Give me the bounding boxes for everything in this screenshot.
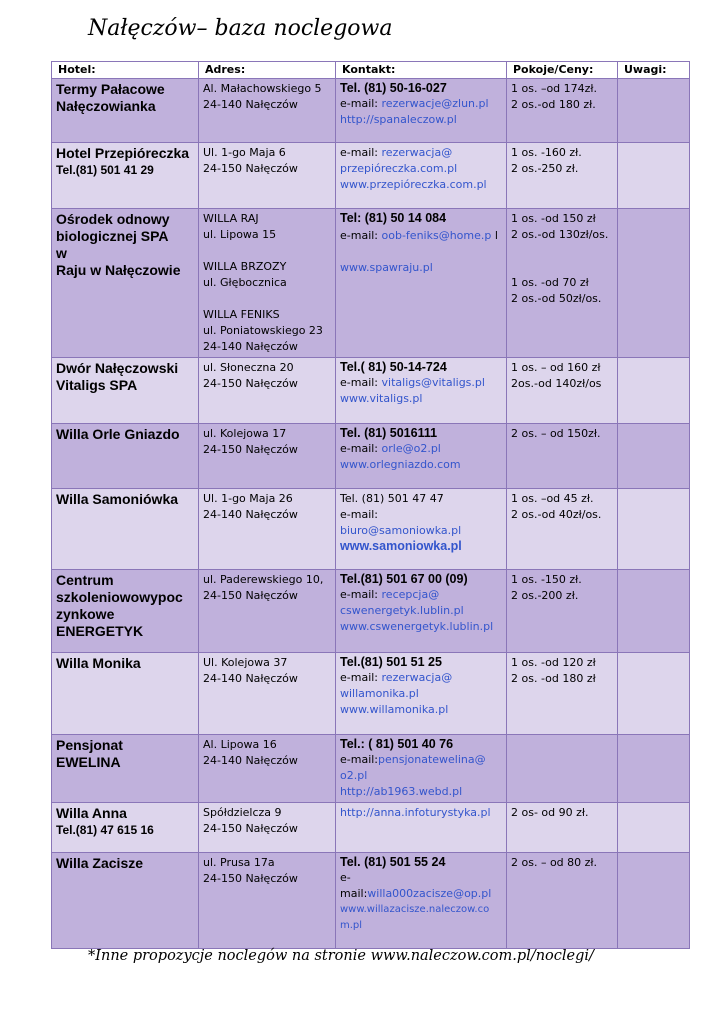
address-cell — [199, 424, 336, 489]
email-label: e-mail: — [340, 671, 382, 684]
address-line: WILLA FENIKS — [203, 308, 280, 321]
email-label: e-mail: — [340, 376, 382, 389]
hotel-name: Vitaligs SPA — [56, 377, 138, 393]
price-line: 1 os. -160 zł. — [511, 146, 582, 159]
notes-cell — [618, 489, 690, 570]
hotel-name: Willa Samoniówka — [56, 491, 179, 507]
notes-cell — [618, 570, 690, 653]
phone: Tel. (81) 501 55 24 — [340, 855, 446, 869]
prices-cell — [507, 489, 618, 570]
address-line: 24-150 Nałęczów — [203, 443, 298, 456]
contact-cell — [336, 79, 507, 143]
price-line: 2 os.-od 130zł/os. — [511, 228, 609, 241]
price-line: 2 os.-od 50zł/os. — [511, 292, 602, 305]
address-line: 24-150 Nałęczów — [203, 589, 298, 602]
phone: Tel. (81) 5016111 — [340, 426, 438, 440]
phone: Tel.(81) 501 51 25 — [340, 655, 442, 669]
hotel-cell — [52, 79, 199, 143]
address-cell — [199, 79, 336, 143]
notes-cell — [618, 424, 690, 489]
hotel-name: Pensjonat — [56, 737, 123, 753]
email-link[interactable]: rezerwacje@zlun.pl — [381, 97, 489, 110]
contact-cell — [336, 424, 507, 489]
email-link[interactable]: rezerwacja@ — [381, 671, 453, 684]
address-line: ul. Paderewskiego 10, — [203, 573, 324, 586]
hotel-cell — [52, 489, 199, 570]
email-label: e-mail: — [340, 588, 382, 601]
table-row — [52, 570, 690, 653]
address-line: 24-150 Nałęczów — [203, 822, 298, 835]
notes-cell — [618, 79, 690, 143]
email-label: e-mail: — [340, 97, 382, 110]
table-row — [52, 143, 690, 209]
email-label: e- — [340, 871, 351, 884]
address-cell — [199, 803, 336, 853]
hotel-cell — [52, 424, 199, 489]
email-link-continued[interactable]: willamonika.pl — [340, 687, 419, 700]
email-label: e-mail: — [340, 229, 382, 242]
hotel-name: Willa Orle Gniazdo — [56, 426, 180, 442]
website-link[interactable]: www.samoniowka.pl — [340, 539, 462, 553]
email-link-continued[interactable]: przepióreczka.com.pl — [340, 162, 458, 175]
email-label: mail: — [340, 887, 368, 900]
notes-cell — [618, 853, 690, 949]
address-line: 24-140 Nałęczów — [203, 340, 298, 353]
hotel-name: Centrum — [56, 572, 114, 588]
email-link[interactable]: vitaligs@vitaligs.pl — [381, 376, 485, 389]
notes-cell — [618, 358, 690, 424]
price-line: 2 os.-od 180 zł. — [511, 98, 596, 111]
email-label: e-mail: — [340, 753, 379, 766]
website-link[interactable]: www.spawraju.pl — [340, 261, 433, 274]
price-line: 2os.-od 140zł/os — [511, 377, 602, 390]
website-link[interactable]: www.cswenergetyk.lublin.pl — [340, 620, 494, 633]
hotel-cell — [52, 853, 199, 949]
hotel-name: Hotel Przepióreczka — [56, 145, 190, 161]
price-line: 2 os.-200 zł. — [511, 589, 579, 602]
website-link[interactable]: http://ab1963.webd.pl — [340, 785, 463, 798]
hotel-name: zynkowe — [56, 606, 115, 622]
price-line: 1 os. –od 174zł. — [511, 82, 598, 95]
table-row — [52, 853, 690, 949]
address-cell — [199, 653, 336, 735]
header-rooms-prices: Pokoje/Ceny: — [507, 62, 618, 79]
price-line: 1 os. -od 120 zł — [511, 656, 596, 669]
email-link-continued[interactable]: cswenergetyk.lublin.pl — [340, 604, 464, 617]
address-cell — [199, 570, 336, 653]
address-line: 24-140 Nałęczów — [203, 98, 298, 111]
website-link[interactable]: www.orlegniazdo.com — [340, 458, 461, 471]
prices-cell — [507, 143, 618, 209]
contact-cell — [336, 209, 507, 358]
hotel-phone: Tel.(81) 47 615 16 — [56, 823, 154, 837]
email-link[interactable]: recepcja@ — [381, 588, 440, 601]
website-link[interactable]: http://spanaleczow.pl — [340, 113, 457, 126]
hotel-cell — [52, 570, 199, 653]
table-row — [52, 358, 690, 424]
price-line: 1 os. – od 160 zł — [511, 361, 601, 374]
hotel-name: w — [56, 245, 67, 261]
table-row — [52, 424, 690, 489]
hotel-name: Ośrodek odnowy — [56, 211, 170, 227]
address-line: 24-140 Nałęczów — [203, 508, 298, 521]
hotel-phone: Tel.(81) 501 41 29 — [56, 163, 154, 177]
hotel-name: EWELINA — [56, 754, 121, 770]
price-line: 1 os. -od 70 zł — [511, 276, 589, 289]
address-line: WILLA BRZOZY — [203, 260, 287, 273]
price-line: 1 os. -150 zł. — [511, 573, 582, 586]
table-row — [52, 79, 690, 143]
address-line: WILLA RAJ — [203, 212, 259, 225]
hotel-name: Dwór Nałęczowski — [56, 360, 179, 376]
address-cell — [199, 143, 336, 209]
address-line: Ul. Kolejowa 37 — [203, 656, 288, 669]
page-title: Nałęczów– baza noclegowa — [88, 16, 393, 41]
website-link[interactable]: http://anna.infoturystyka.pl — [340, 806, 491, 819]
website-link[interactable]: www.willamonika.pl — [340, 703, 449, 716]
hotel-cell — [52, 653, 199, 735]
hotel-name: ENERGETYK — [56, 623, 144, 639]
prices-cell — [507, 735, 618, 803]
address-line: Al. Małachowskiego 5 — [203, 82, 322, 95]
prices-cell — [507, 803, 618, 853]
price-line: 2 os. -od 180 zł — [511, 672, 596, 685]
address-line: Al. Lipowa 16 — [203, 738, 277, 751]
hotel-name: Termy Pałacowe Nałęczowianka — [56, 81, 165, 114]
email-label: e-mail: — [340, 146, 382, 159]
address-cell — [199, 489, 336, 570]
prices-cell — [507, 358, 618, 424]
header-hotel: Hotel: — [52, 62, 199, 79]
phone: Tel. (81) 501 47 47 — [340, 492, 444, 505]
prices-cell — [507, 853, 618, 949]
hotel-name: Willa Monika — [56, 655, 141, 671]
prices-cell — [507, 209, 618, 358]
hotel-cell — [52, 803, 199, 853]
table-row — [52, 735, 690, 803]
contact-cell — [336, 570, 507, 653]
hotel-name: Willa Anna — [56, 805, 127, 821]
phone: Tel.: ( 81) 501 40 76 — [340, 737, 454, 751]
email-link[interactable]: biuro@samoniowka.pl — [340, 524, 462, 537]
phone: Tel. (81) 50-16-027 — [340, 81, 447, 95]
table-header-row — [52, 62, 690, 79]
contact-cell — [336, 489, 507, 570]
hotel-cell — [52, 735, 199, 803]
email-link-continued[interactable]: o2.pl — [340, 769, 368, 782]
website-link-continued[interactable]: m.pl — [340, 920, 363, 931]
address-cell — [199, 853, 336, 949]
address-line: 24-150 Nałęczów — [203, 872, 298, 885]
contact-cell — [336, 653, 507, 735]
notes-cell — [618, 803, 690, 853]
address-line: 24-150 Nałęczów — [203, 162, 298, 175]
email-tail: l — [491, 229, 498, 242]
website-link[interactable]: www.willazacisze.naleczow.co — [340, 904, 490, 915]
hotel-name: szkoleniowowypoc — [56, 589, 183, 605]
address-cell — [199, 209, 336, 358]
price-line: 2 os.-od 40zł/os. — [511, 508, 602, 521]
price-line: 2 os- od 90 zł. — [511, 806, 589, 819]
email-link[interactable]: oob-feniks@home.p — [381, 229, 492, 242]
price-line: 2 os.-250 zł. — [511, 162, 579, 175]
contact-cell — [336, 853, 507, 949]
address-line: ul. Głębocznica — [203, 276, 287, 289]
email-label: e-mail: — [340, 508, 379, 521]
table-row — [52, 209, 690, 358]
prices-cell — [507, 79, 618, 143]
address-line: Ul. 1-go Maja 6 — [203, 146, 286, 159]
address-line: ul. Poniatowskiego 23 — [203, 324, 323, 337]
address-cell — [199, 735, 336, 803]
email-link[interactable]: willa000zacisze@op.pl — [367, 887, 492, 900]
email-link[interactable]: orle@o2.pl — [381, 442, 441, 455]
prices-cell — [507, 570, 618, 653]
website-link[interactable]: www.vitaligs.pl — [340, 392, 423, 405]
header-contact: Kontakt: — [336, 62, 507, 79]
address-line: ul. Kolejowa 17 — [203, 427, 287, 440]
hotel-name: Willa Zacisze — [56, 855, 144, 871]
hotel-cell — [52, 358, 199, 424]
phone: Tel: (81) 50 14 084 — [340, 211, 447, 225]
hotel-cell — [52, 143, 199, 209]
email-label: e-mail: — [340, 442, 382, 455]
hotel-name: biologicznej SPA — [56, 228, 169, 244]
prices-cell — [507, 653, 618, 735]
address-line: 24-140 Nałęczów — [203, 754, 298, 767]
price-line: 1 os. –od 45 zł. — [511, 492, 594, 505]
contact-cell — [336, 143, 507, 209]
prices-cell — [507, 424, 618, 489]
contact-cell — [336, 735, 507, 803]
address-line: ul. Prusa 17a — [203, 856, 275, 869]
notes-cell — [618, 209, 690, 358]
website-link[interactable]: www.przepióreczka.com.pl — [340, 178, 487, 191]
address-cell — [199, 358, 336, 424]
notes-cell — [618, 653, 690, 735]
address-line: ul. Słoneczna 20 — [203, 361, 294, 374]
notes-cell — [618, 735, 690, 803]
phone: Tel.(81) 501 67 00 (09) — [340, 572, 468, 586]
contact-cell — [336, 358, 507, 424]
contact-cell — [336, 803, 507, 853]
address-line: 24-150 Nałęczów — [203, 377, 298, 390]
email-link[interactable]: pensjonatewelina@ — [378, 753, 486, 766]
header-notes: Uwagi: — [618, 62, 690, 79]
hotel-cell — [52, 209, 199, 358]
table-row — [52, 489, 690, 570]
header-address: Adres: — [199, 62, 336, 79]
table-row — [52, 653, 690, 735]
price-line: 2 os. – od 150zł. — [511, 427, 601, 440]
phone: Tel.( 81) 50-14-724 — [340, 360, 447, 374]
hotel-name: Raju w Nałęczowie — [56, 262, 181, 278]
price-line: 1 os. -od 150 zł — [511, 212, 596, 225]
table-row — [52, 803, 690, 853]
address-line: ul. Lipowa 15 — [203, 228, 277, 241]
accommodation-table — [51, 61, 690, 949]
price-line: 2 os. – od 80 zł. — [511, 856, 598, 869]
address-line: Spółdzielcza 9 — [203, 806, 282, 819]
email-link[interactable]: rezerwacja@ — [381, 146, 453, 159]
address-line: 24-140 Nałęczów — [203, 672, 298, 685]
notes-cell — [618, 143, 690, 209]
address-line: Ul. 1-go Maja 26 — [203, 492, 293, 505]
footer-note: *Inne propozycje noclegów na stronie www.naleczow.com.pl/noclegi/ — [88, 948, 594, 964]
